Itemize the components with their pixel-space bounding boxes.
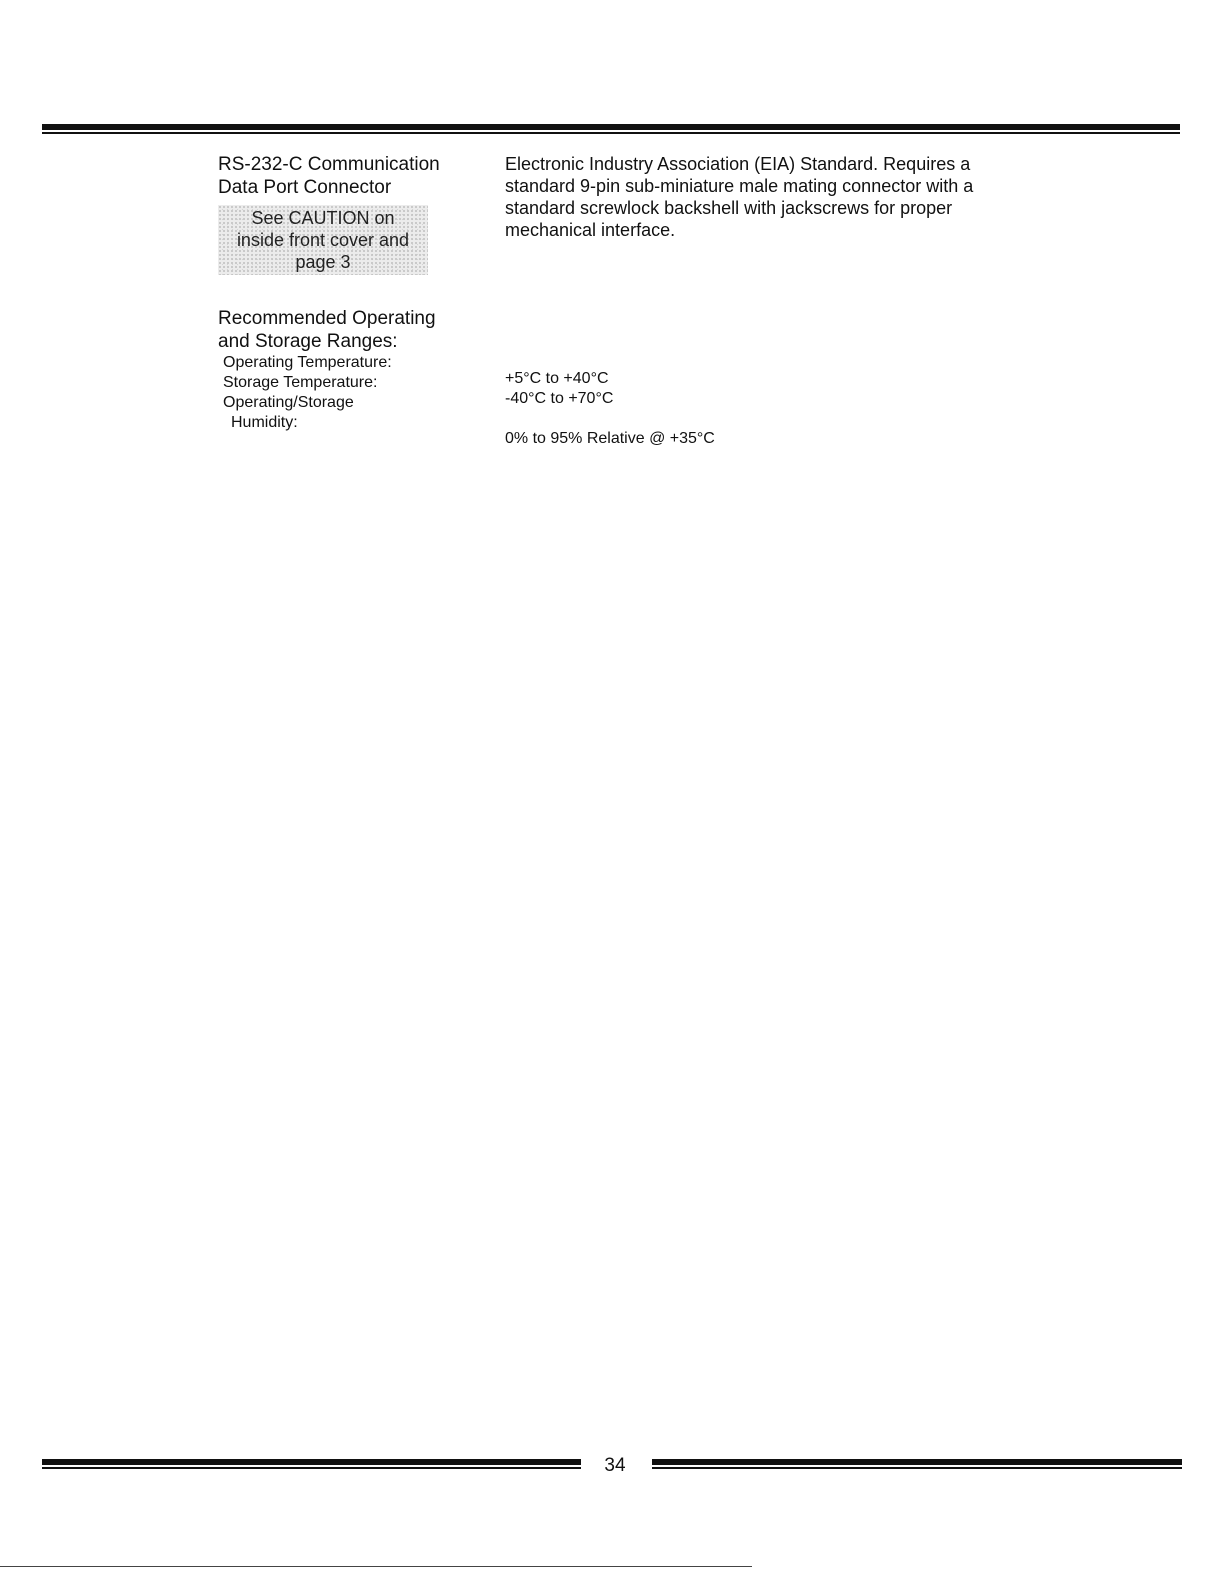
storage-temperature-label: Storage Temperature:	[223, 374, 378, 391]
humidity-value: 0% to 95% Relative @ +35°C	[505, 430, 715, 447]
connector-description-block	[505, 153, 1025, 241]
bottom-rule-left-thin	[42, 1467, 581, 1469]
connector-label: RS-232-C Communication Data Port Connector	[218, 154, 440, 198]
connector-label-block	[218, 153, 488, 275]
caution-note: See CAUTION on inside front cover and page 3	[218, 205, 428, 275]
humidity-label-line1: Operating/Storage	[223, 394, 354, 411]
ranges-label-block	[218, 307, 488, 433]
scan-edge-line	[0, 1566, 752, 1567]
storage-temperature-value: -40°C to +70°C	[505, 390, 614, 407]
ranges-label: Recommended Operating and Storage Ranges:	[218, 308, 436, 352]
connector-description: Electronic Industry Association (EIA) Standard. Requires a standard 9-pin sub-miniature male mating connector with a standard screwlock backshell with jackscrews for proper mechanical interface.	[505, 154, 974, 240]
page-number: 34	[604, 1455, 626, 1476]
bottom-rule-right	[652, 1459, 1182, 1465]
humidity-label-line2: Humidity:	[231, 414, 298, 431]
operating-temperature-label: Operating Temperature:	[223, 354, 392, 371]
operating-temperature-value: +5°C to +40°C	[505, 370, 609, 387]
bottom-rule-right-thin	[652, 1467, 1182, 1469]
top-rule	[42, 124, 1180, 130]
top-rule-thin	[42, 132, 1180, 134]
bottom-rule-left	[42, 1459, 581, 1465]
